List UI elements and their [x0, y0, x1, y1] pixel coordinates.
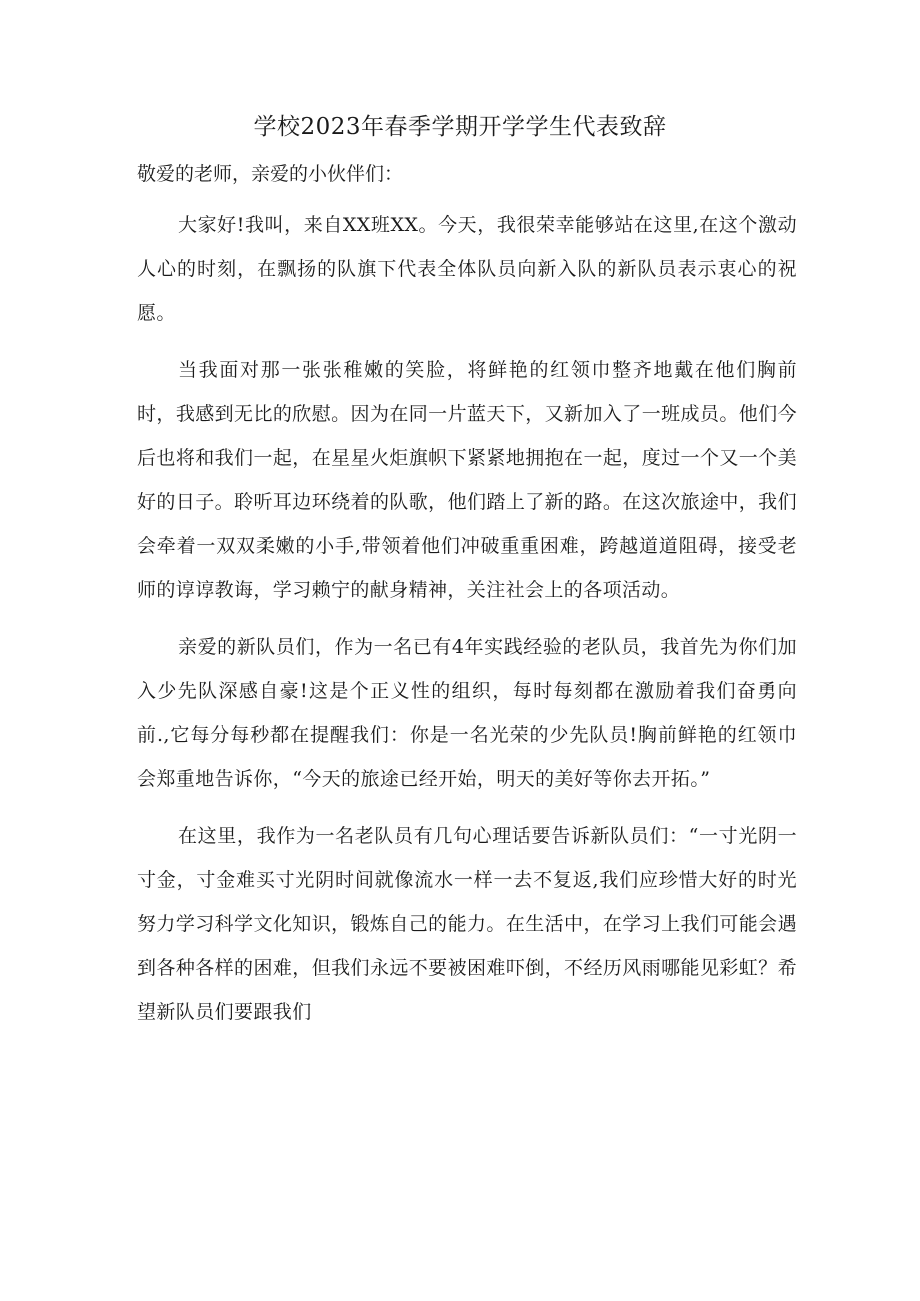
paragraph: 在这里，我作为一名老队员有几句心理话要告诉新队员们：“一寸光阴一寸金，寸金难买寸光阴时间就像流水一样一去不复返,我们应珍惜大好的时光努力学习科学文化知识，锻炼自己的能力。在生活中，在学习上我们可能会遇到各种各样的困难，但我们永远不要被困难吓倒，不经历风雨哪能见彩虹？希望新队员们要跟我们 [137, 825, 797, 1023]
speech-body [137, 203, 797, 1047]
paragraph: 大家好!我叫，来自XX班XX。今天，我很荣幸能够站在这里,在这个激动人心的时刻，在飘扬的队旗下代表全体队员向新入队的新队员表示衷心的祝愿。 [137, 214, 797, 324]
paragraph: 亲爱的新队员们，作为一名已有4年实践经验的老队员，我首先为你们加入少先队深感自豪!这是个正义性的组织，每时每刻都在激励着我们奋勇向前.,它每分每秒都在提醒我们：你是一名光荣的少先队员!胸前鲜艳的红领巾会郑重地告诉你，“今天的旅途已经开始，明天的美好等你去开拓。” [137, 636, 797, 790]
document-title: 学校2023年春季学期开学学生代表致辞 [253, 114, 667, 140]
paragraph: 当我面对那一张张稚嫩的笑脸，将鲜艳的红领巾整齐地戴在他们胸前时，我感到无比的欣慰。因为在同一片蓝天下，又新加入了一班成员。他们今后也将和我们一起，在星星火炬旗帜下紧紧地拥抱在一起，度过一个又一个美好的日子。聆听耳边环绕着的队歌，他们踏上了新的路。在这次旅途中，我们会牵着一双双柔嫩的小手,带领着他们冲破重重困难，跨越道道阻碍，接受老师的谆谆教诲，学习赖宁的献身精神，关注社会上的各项活动。 [137, 359, 797, 601]
salutation: 敬爱的老师，亲爱的小伙伴们： [137, 163, 404, 185]
